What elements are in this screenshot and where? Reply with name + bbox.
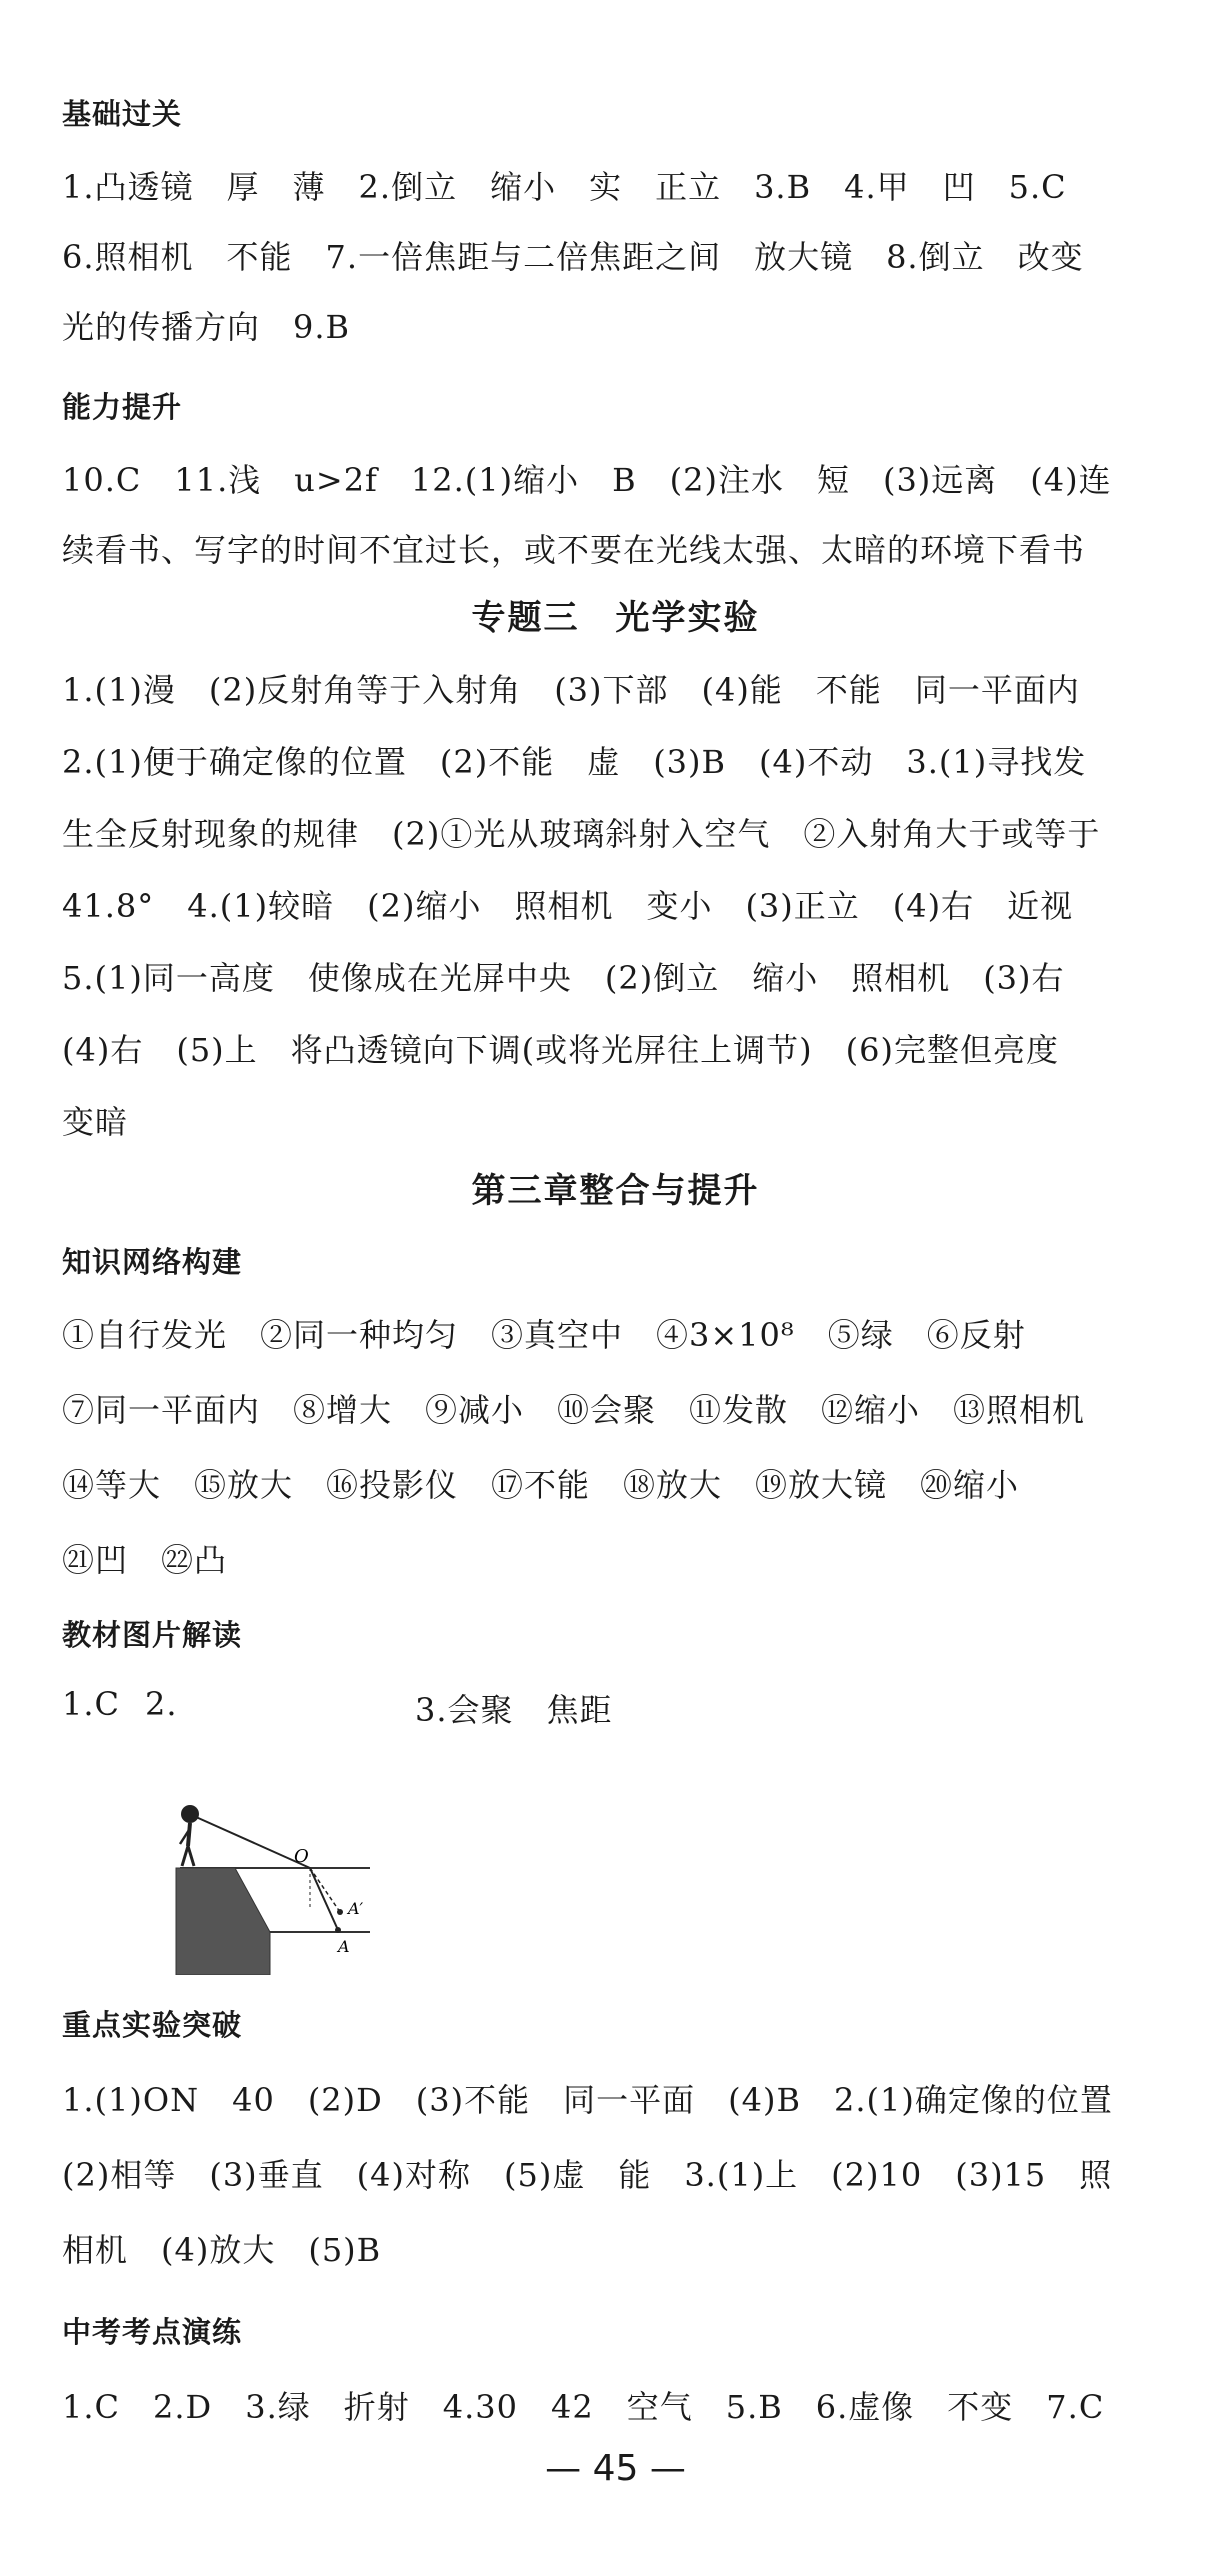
virtual-ray [310,1868,340,1912]
section-heading-nengli: 能力提升 [62,390,183,424]
section-heading-jichu: 基础过关 [62,97,183,131]
answer-line: 10.C 11.浅 u>2f 12.(1)缩小 B (2)注水 短 (3)远离 (4)连 [62,461,1112,499]
answer-line: 5.(1)同一高度 使像成在光屏中央 (2)倒立 缩小 照相机 (3)右 [62,959,1065,997]
observer-leg [182,1846,188,1866]
topic-title: 专题三 光学实验 [471,598,760,638]
answer-line: ⑦同一平面内 ⑧增大 ⑨减小 ⑩会聚 ⑪发散 ⑫缩小 ⑬照相机 [62,1391,1086,1429]
page-number: — 45 — [545,2448,686,2489]
answer-line: 光的传播方向 9.B [62,308,351,346]
bank-shape [176,1868,270,1975]
label-a-prime: A′ [348,1899,364,1918]
answer-line: 1.(1)ON 40 (2)D (3)不能 同一平面 (4)B 2.(1)确定像的位置 [62,2081,1113,2119]
answer-line: 1.(1)漫 (2)反射角等于入射角 (3)下部 (4)能 不能 同一平面内 [62,671,1080,709]
answer-item: 2. [145,1685,178,1723]
refracted-ray [196,1817,310,1868]
answer-line: (2)相等 (3)垂直 (4)对称 (5)虚 能 3.(1)上 (2)10 (3)15 照 [62,2156,1113,2194]
answer-line: ㉑凹 ㉒凸 [62,1541,228,1579]
section-heading-zhishi: 知识网络构建 [62,1245,243,1279]
answer-item: 3.会聚 焦距 [415,1691,613,1729]
incident-ray [310,1868,338,1930]
answer-line: 相机 (4)放大 (5)B [62,2231,382,2269]
image-point [337,1909,343,1915]
answer-line: 2.(1)便于确定像的位置 (2)不能 虚 (3)B (4)不动 3.(1)寻找发 [62,743,1087,781]
refraction-diagram [160,1800,400,1975]
answer-line: 续看书、写字的时间不宜过长，或不要在光线太强、太暗的环境下看书 [62,531,1086,569]
answer-line: ⑭等大 ⑮放大 ⑯投影仪 ⑰不能 ⑱放大 ⑲放大镜 ⑳缩小 [62,1466,1020,1504]
answer-item: 1.C [62,1685,121,1723]
answer-line: 41.8° 4.(1)较暗 (2)缩小 照相机 变小 (3)正立 (4)右 近视 [62,887,1074,925]
observer-head [181,1805,199,1823]
observer-leg [188,1846,194,1866]
answer-line: ①自行发光 ②同一种均匀 ③真空中 ④3×10⁸ ⑤绿 ⑥反射 [62,1316,1026,1354]
observer-body [188,1823,190,1846]
answer-line: 1.凸透镜 厚 薄 2.倒立 缩小 实 正立 3.B 4.甲 凹 5.C [62,168,1067,206]
chapter-title: 第三章整合与提升 [471,1171,760,1211]
answer-line: 生全反射现象的规律 (2)①光从玻璃斜射入空气 ②入射角大于或等于 [62,815,1101,853]
answer-line: 6.照相机 不能 7.一倍焦距与二倍焦距之间 放大镜 8.倒立 改变 [62,238,1084,276]
answer-line: (4)右 (5)上 将凸透镜向下调(或将光屏往上调节) (6)完整但亮度 [62,1031,1059,1069]
section-heading-zhongkao: 中考考点演练 [62,2315,243,2349]
object-point [335,1927,341,1933]
section-heading-zhongdian: 重点实验突破 [62,2008,243,2042]
answer-line: 1.C 2.D 3.绿 折射 4.30 42 空气 5.B 6.虚像 不变 7.C [62,2388,1105,2426]
answer-line: 变暗 [62,1103,129,1141]
label-a: A [338,1937,350,1956]
label-o: O [294,1846,309,1867]
section-heading-jiaocai: 教材图片解读 [62,1618,243,1652]
